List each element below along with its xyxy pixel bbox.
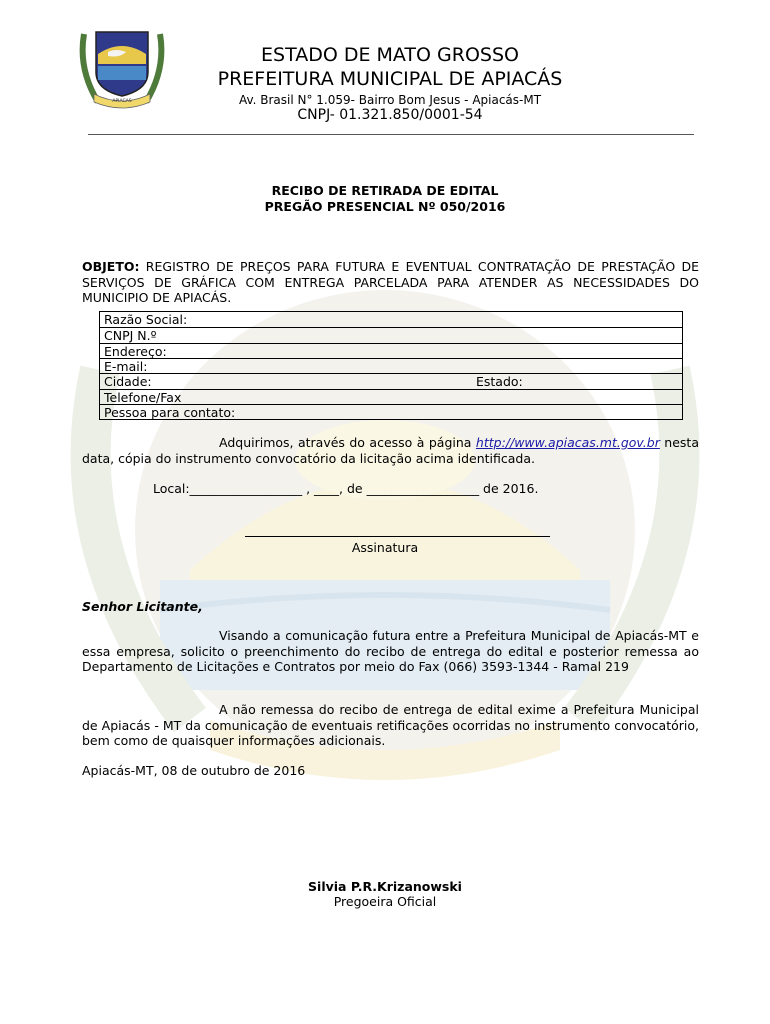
- notice-paragraph: A não remessa do recibo de entrega de edital exime a Prefeitura Municipal de Apiacás - MT da comunicação de eventuais retificações ocorridas no instrumento convocatório, bem como de quaisquer informações adicionais.: [82, 702, 699, 748]
- municipal-crest-logo: [76, 24, 168, 112]
- form-label: Endereço:: [104, 343, 167, 359]
- header-cnpj: CNPJ- 01.321.850/0001-54: [297, 107, 483, 123]
- objeto-label: OBJETO:: [82, 259, 140, 274]
- form-label: Telefone/Fax: [104, 389, 182, 405]
- signer-role: Pregoeira Oficial: [333, 894, 437, 909]
- form-label: E-mail:: [104, 358, 148, 374]
- doc-subtitle: PREGÃO PRESENCIAL Nº 050/2016: [264, 199, 506, 214]
- form-label: Cidade:: [104, 374, 152, 390]
- header-prefeitura: PREFEITURA MUNICIPAL DE APIACÁS: [217, 68, 563, 90]
- form-row-telefone[interactable]: [100, 389, 682, 404]
- date-line: Apiacás-MT, 08 de outubro de 2016: [82, 763, 306, 778]
- website-link[interactable]: http://www.apiacas.mt.gov.br: [475, 435, 660, 450]
- svg-text:APIACAS: APIACAS: [112, 99, 132, 104]
- acquisition-paragraph: [82, 435, 699, 466]
- form-row-contato[interactable]: [100, 404, 682, 419]
- salutation: Senhor Licitante,: [82, 599, 203, 614]
- form-row-cnpj[interactable]: [100, 327, 682, 342]
- signature-label: Assinatura: [351, 540, 419, 555]
- form-row-razao-social[interactable]: [100, 312, 682, 327]
- form-row-email[interactable]: [100, 358, 682, 373]
- signer-name: Silvia P.R.Krizanowski: [308, 879, 462, 894]
- doc-title: RECIBO DE RETIRADA DE EDITAL: [271, 183, 499, 198]
- form-label: Pessoa para contato:: [104, 404, 236, 420]
- header-state: ESTADO DE MATO GROSSO: [261, 44, 519, 66]
- objeto-paragraph: [82, 259, 699, 306]
- acquisition-text: Adquirimos, através do acesso à página: [219, 435, 476, 450]
- acquisition-text-end: nesta data, cópia do instrumento convocatório da licitação acima identificada.: [82, 435, 699, 466]
- form-row-endereco[interactable]: [100, 343, 682, 358]
- form-label: CNPJ N.º: [104, 328, 157, 344]
- communication-paragraph: Visando a comunicação futura entre a Prefeitura Municipal de Apiacás-MT e essa empresa, solicito o preenchimento do recibo de entrega do edital e posterior remessa ao Departamento de Licitações e Contratos por meio do Fax (066) 3593-1344 - Ramal 219: [82, 628, 699, 674]
- recipient-form: [99, 311, 683, 420]
- header-divider: [88, 134, 694, 135]
- signature-line[interactable]: [245, 536, 550, 537]
- header-address: Av. Brasil N° 1.059- Bairro Bom Jesus - Apiacás-MT: [238, 93, 542, 107]
- form-row-cidade[interactable]: [100, 373, 682, 388]
- objeto-text: REGISTRO DE PREÇOS PARA FUTURA E EVENTUAL CONTRATAÇÃO DE PRESTAÇÃO DE SERVIÇOS DE GRÁFICA COM ENTREGA PARCELADA PARA ATENDER AS NECESSIDADES DO MUNICIPIO DE APIACÁS.: [82, 259, 699, 305]
- local-date-line[interactable]: Local:__________________ , ____, de __________________ de 2016.: [153, 481, 539, 496]
- form-label: Razão Social:: [104, 312, 188, 327]
- form-label-estado: Estado:: [476, 374, 523, 390]
